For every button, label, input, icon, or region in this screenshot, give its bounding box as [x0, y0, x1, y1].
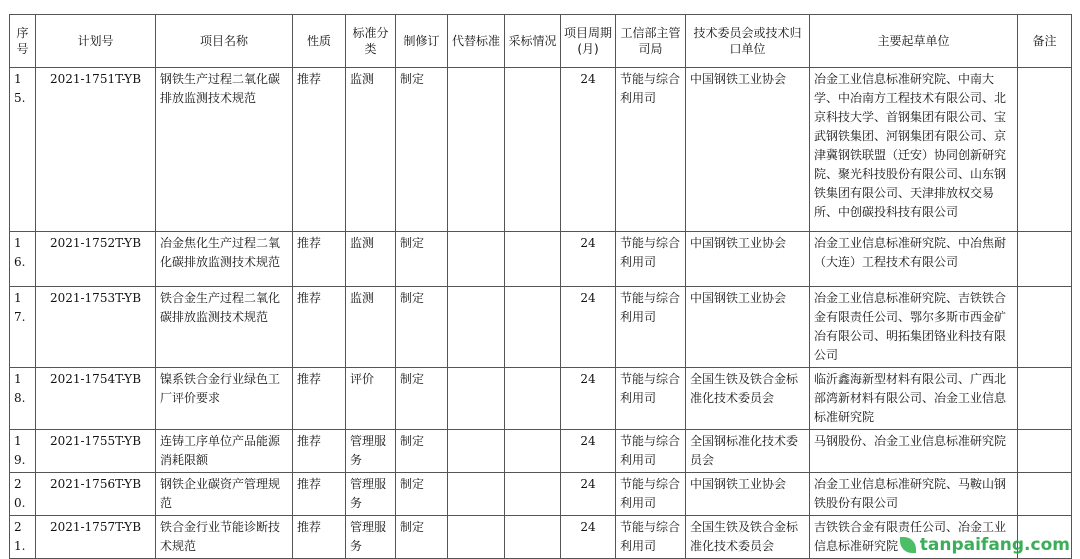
cell-nature: 推荐	[293, 473, 346, 516]
cell-committee: 中国钢铁工业协会	[686, 473, 810, 516]
cell-period: 24	[561, 368, 616, 430]
cell-drafter: 冶金工业信息标准研究院、吉铁铁合金有限责任公司、鄂尔多斯市西金矿冶有限公司、明拓集团铬业科技有限公司	[810, 287, 1018, 368]
cell-revision: 制定	[396, 516, 448, 559]
cell-plan: 2021-1756T-YB	[36, 473, 156, 516]
cell-name: 钢铁生产过程二氧化碳排放监测技术规范	[156, 68, 293, 232]
leaf-logo-icon	[900, 537, 916, 553]
cell-revision: 制定	[396, 287, 448, 368]
cell-no: 20.	[10, 473, 36, 516]
cell-drafter: 马钢股份、冶金工业信息标准研究院	[810, 430, 1018, 473]
cell-remark	[1018, 287, 1072, 368]
standards-table	[9, 14, 1072, 559]
cell-replace	[448, 473, 505, 516]
cell-nature: 推荐	[293, 232, 346, 287]
cell-category: 监测	[346, 287, 396, 368]
cell-plan: 2021-1752T-YB	[36, 232, 156, 287]
cell-name: 连铸工序单位产品能源消耗限额	[156, 430, 293, 473]
header-remark: 备注	[1018, 15, 1072, 68]
cell-adopt	[505, 430, 561, 473]
cell-drafter: 冶金工业信息标准研究院、中冶焦耐（大连）工程技术有限公司	[810, 232, 1018, 287]
cell-dept: 节能与综合利用司	[616, 287, 686, 368]
cell-no: 17.	[10, 287, 36, 368]
table-header-row	[10, 15, 1072, 68]
cell-remark	[1018, 430, 1072, 473]
cell-nature: 推荐	[293, 368, 346, 430]
cell-adopt	[505, 232, 561, 287]
cell-category: 评价	[346, 368, 396, 430]
cell-replace	[448, 68, 505, 232]
cell-no: 18.	[10, 368, 36, 430]
cell-no: 15.	[10, 68, 36, 232]
cell-revision: 制定	[396, 473, 448, 516]
cell-revision: 制定	[396, 368, 448, 430]
cell-name: 镍系铁合金行业绿色工厂评价要求	[156, 368, 293, 430]
cell-committee: 中国钢铁工业协会	[686, 287, 810, 368]
cell-name: 铁合金生产过程二氧化碳排放监测技术规范	[156, 287, 293, 368]
cell-dept: 节能与综合利用司	[616, 473, 686, 516]
cell-replace	[448, 516, 505, 559]
cell-plan: 2021-1755T-YB	[36, 430, 156, 473]
cell-category: 监测	[346, 68, 396, 232]
cell-adopt	[505, 473, 561, 516]
cell-name: 冶金焦化生产过程二氧化碳排放监测技术规范	[156, 232, 293, 287]
cell-plan: 2021-1757T-YB	[36, 516, 156, 559]
cell-drafter: 临沂鑫海新型材料有限公司、广西北部湾新材料有限公司、冶金工业信息标准研究院	[810, 368, 1018, 430]
header-committee: 技术委员会或技术归口单位	[686, 15, 810, 68]
cell-revision: 制定	[396, 430, 448, 473]
header-revision: 制修订	[396, 15, 448, 68]
cell-no: 19.	[10, 430, 36, 473]
cell-nature: 推荐	[293, 287, 346, 368]
cell-dept: 节能与综合利用司	[616, 368, 686, 430]
cell-dept: 节能与综合利用司	[616, 516, 686, 559]
header-no: 序号	[10, 15, 36, 68]
cell-adopt	[505, 368, 561, 430]
cell-remark	[1018, 232, 1072, 287]
header-plan: 计划号	[36, 15, 156, 68]
header-nature: 性质	[293, 15, 346, 68]
header-name: 项目名称	[156, 15, 293, 68]
cell-nature: 推荐	[293, 430, 346, 473]
header-category: 标准分类	[346, 15, 396, 68]
cell-remark	[1018, 68, 1072, 232]
cell-nature: 推荐	[293, 68, 346, 232]
cell-adopt	[505, 287, 561, 368]
cell-dept: 节能与综合利用司	[616, 232, 686, 287]
cell-period: 24	[561, 430, 616, 473]
watermark	[900, 535, 1070, 555]
cell-revision: 制定	[396, 68, 448, 232]
cell-committee: 全国生铁及铁合金标准化技术委员会	[686, 516, 810, 559]
cell-dept: 节能与综合利用司	[616, 68, 686, 232]
table-row	[10, 287, 1072, 368]
cell-replace	[448, 368, 505, 430]
cell-committee: 中国钢铁工业协会	[686, 68, 810, 232]
cell-name: 钢铁企业碳资产管理规范	[156, 473, 293, 516]
header-period: 项目周期(月)	[561, 15, 616, 68]
cell-drafter: 吉铁铁合金有限责任公司、冶金工业信息标准研究院	[810, 516, 1018, 559]
cell-replace	[448, 287, 505, 368]
cell-plan: 2021-1751T-YB	[36, 68, 156, 232]
header-adopt: 采标情况	[505, 15, 561, 68]
cell-adopt	[505, 68, 561, 232]
header-replace: 代替标准	[448, 15, 505, 68]
cell-drafter: 冶金工业信息标准研究院、马鞍山钢铁股份有限公司	[810, 473, 1018, 516]
cell-nature: 推荐	[293, 516, 346, 559]
cell-period: 24	[561, 232, 616, 287]
cell-period: 24	[561, 287, 616, 368]
cell-plan: 2021-1753T-YB	[36, 287, 156, 368]
table-row	[10, 368, 1072, 430]
cell-category: 管理服务	[346, 473, 396, 516]
cell-no: 21.	[10, 516, 36, 559]
cell-committee: 全国生铁及铁合金标准化技术委员会	[686, 368, 810, 430]
cell-name: 铁合金行业节能诊断技术规范	[156, 516, 293, 559]
cell-plan: 2021-1754T-YB	[36, 368, 156, 430]
cell-category: 管理服务	[346, 516, 396, 559]
cell-period: 24	[561, 516, 616, 559]
header-drafter: 主要起草单位	[810, 15, 1018, 68]
watermark-text: tanpaifang.com	[919, 535, 1070, 555]
table-row	[10, 430, 1072, 473]
cell-drafter: 冶金工业信息标准研究院、中南大学、中冶南方工程技术有限公司、北京科技大学、首钢集团有限公司、宝武钢铁集团、河钢集团有限公司、京津冀钢铁联盟（迁安）协同创新研究院、聚光科技股份有限公司、山东钢铁集团有限公司、天津排放权交易所、中创碳投科技有限公司	[810, 68, 1018, 232]
cell-committee: 中国钢铁工业协会	[686, 232, 810, 287]
header-dept: 工信部主管司局	[616, 15, 686, 68]
cell-dept: 节能与综合利用司	[616, 430, 686, 473]
cell-period: 24	[561, 68, 616, 232]
cell-replace	[448, 232, 505, 287]
cell-category: 监测	[346, 232, 396, 287]
cell-period: 24	[561, 473, 616, 516]
cell-remark	[1018, 368, 1072, 430]
table-row	[10, 473, 1072, 516]
cell-replace	[448, 430, 505, 473]
table-row	[10, 68, 1072, 232]
cell-remark	[1018, 473, 1072, 516]
cell-committee: 全国钢标准化技术委员会	[686, 430, 810, 473]
cell-category: 管理服务	[346, 430, 396, 473]
table-row	[10, 232, 1072, 287]
cell-adopt	[505, 516, 561, 559]
cell-revision: 制定	[396, 232, 448, 287]
cell-no: 16.	[10, 232, 36, 287]
